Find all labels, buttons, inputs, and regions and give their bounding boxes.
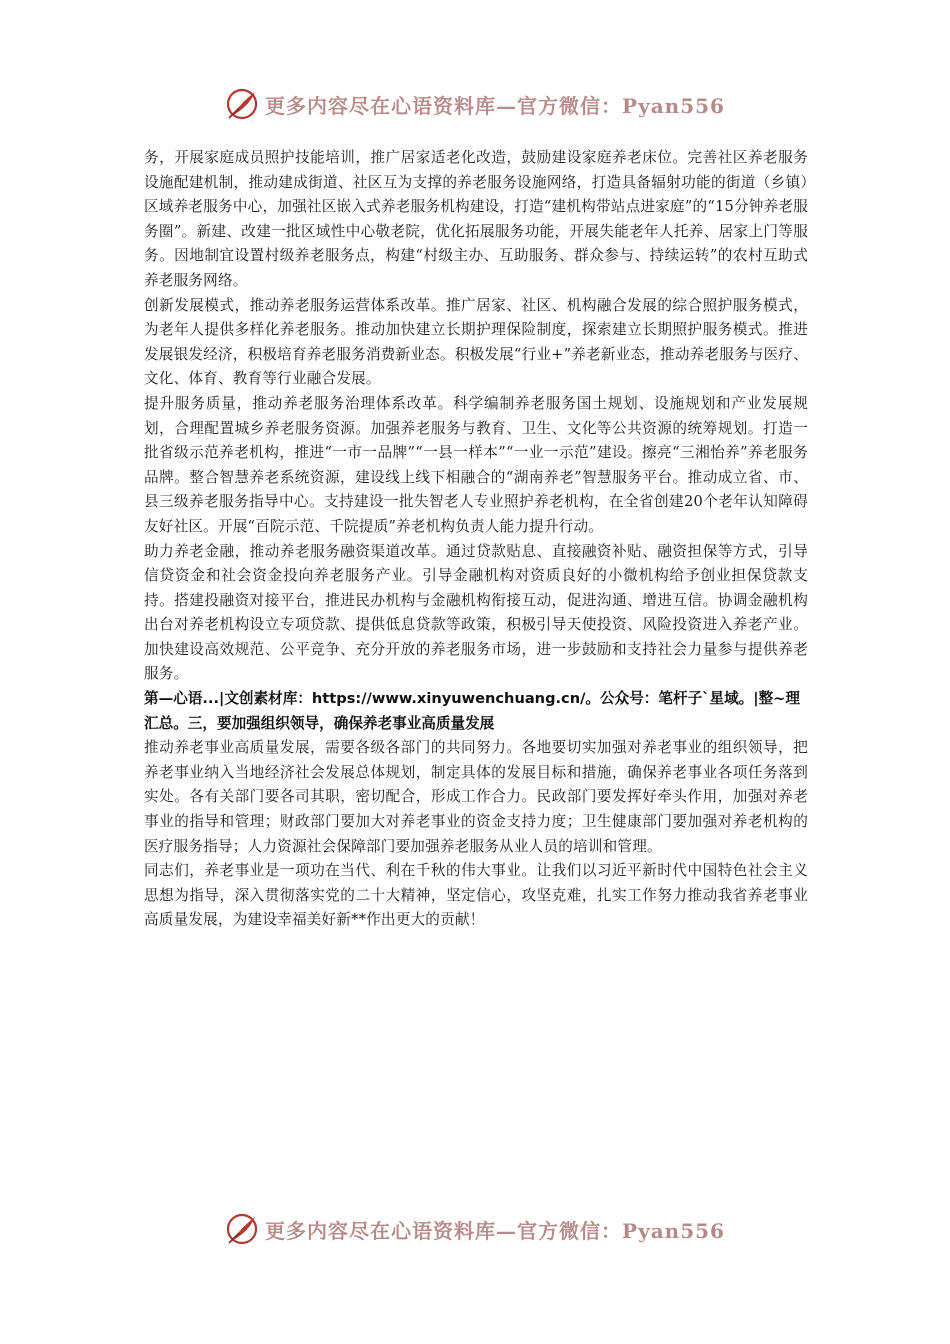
paragraph-service-quality: 提升服务质量，推动养老服务治理体系改革。科学编制养老服务国土规划、设施规划和产业发展规划，合理配置城乡养老服务资源。加强养老服务与教育、卫生、文化等公共资源的统筹规划。打造一批省级示范养老机构，推进“一市一品牌”“一县一样本”“一业一示范”建设。擦亮“三湘怡养”养老服务品牌。整合智慧养老系统资源，建设线上线下相融合的“湖南养老”智慧服务平台。推动成立省、市、县三级养老服务指导中心。支持建设一批失智老人专业照护养老机构，在全省创建20个老年认知障碍友好社区。开展“百院示范、千院提质”养老机构负责人能力提升行动。: [144, 394, 808, 535]
paragraph-innovation-model: 创新发展模式，推动养老服务运营体系改革。推广居家、社区、机构融合发展的综合照护服务模式，为老年人提供多样化养老服务。推动加快建立长期护理保险制度，探索建立长期照护服务模式。推进发展银发经济，积极培育养老服务消费新业态。积极发展“行业+”养老新业态，推动养老服务与医疗、文化、体育、教育等行业融合发展。: [144, 296, 808, 388]
banner-text: 更多内容尽在心语资料库—官方微信：Pyan556: [265, 1218, 725, 1243]
paragraph-community-services: 务，开展家庭成员照护技能培训，推广居家适老化改造，鼓励建设家庭养老床位。完善社区养老服务设施配建机制，推动建成街道、社区互为支撑的养老服务设施网络，打造具备辐射功能的街道（乡镇）区域养老服务中心，加强社区嵌入式养老服务机构建设，打造“建机构带站点进家庭”的“15分钟养老服务圈”。新建、改建一批区域性中心敬老院，优化拓展服务功能，开展失能老年人托养、居家上门等服务。因地制宜设置村级养老服务点，构建“村级主办、互助服务、群众参与、持续运转”的农村互助式养老服务网络。: [144, 149, 808, 289]
paragraph-elderly-finance: 助力养老金融，推动养老服务融资渠道改革。通过贷款贴息、直接融资补贴、融资担保等方式，引导信贷资金和社会资金投向养老服务产业。引导金融机构对资质良好的小微机构给予创业担保贷款支持。搭建投融资对接平台，推进民办机构与金融机构衔接互动，促进沟通、增进互信。协调金融机构出台对养老机构设立专项贷款、提供低息贷款等政策，积极引导天使投资、风险投资进入养老产业。加快建设高效规范、公平竞争、充分开放的养老服务市场，进一步鼓励和支持社会力量参与提供养老服务。: [144, 542, 808, 683]
footer-banner: [0, 1207, 950, 1251]
feather-quill-logo-icon: [225, 87, 259, 121]
section-heading: 第—心语...|文创素材库：https://www.xinyuwenchuang.cn/。公众号：笔杆子`星域。|整~理汇总。三，要加强组织领导，确保养老事业高质量发展: [144, 690, 801, 732]
banner-text: 更多内容尽在心语资料库—官方微信：Pyan556: [265, 93, 725, 118]
feather-quill-logo-icon: [225, 1212, 259, 1246]
document-body: [144, 146, 808, 933]
paragraph-organization-leadership: 推动养老事业高质量发展，需要各级各部门的共同努力。各地要切实加强对养老事业的组织领导，把养老事业纳入当地经济社会发展总体规划，制定具体的发展目标和措施，确保养老事业各项任务落到实处。各有关部门要各司其职，密切配合，形成工作合力。民政部门要发挥好牵头作用，加强对养老事业的指导和管理；财政部门要加大对养老事业的资金支持力度；卫生健康部门要加强对养老机构的医疗服务指导；人力资源社会保障部门要加强养老服务从业人员的培训和管理。: [144, 739, 808, 855]
paragraph-closing-remarks: 同志们，养老事业是一项功在当代、利在千秋的伟大事业。让我们以习近平新时代中国特色社会主义思想为指导，深入贯彻落实党的二十大精神，坚定信心，攻坚克难，扎实工作努力推动我省养老事业高质量发展，为建设幸福美好新**作出更大的贡献！: [144, 862, 808, 929]
header-banner: [0, 82, 950, 126]
